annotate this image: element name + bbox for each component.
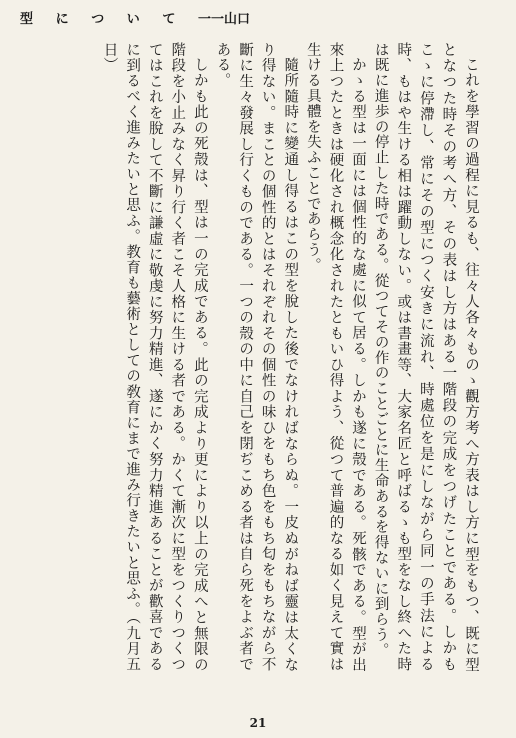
body-text xyxy=(12,42,482,672)
header-char-i: い xyxy=(126,12,140,27)
header-title: 型 xyxy=(20,12,34,27)
paragraph: しかも此の死殼は、型は一の完成である。此の完成より更により以上の完成へと無限の階段を小止みなく昇り行く者こそ人格に生ける者である。かくて漸次に型をつくりつくつてはこれを脫して不斷に謙虛に敬虔に努力精進、遂にかく努力精進あることが歡喜であるに到るべく進みたいと思ふ。教育も藝術としての敎育にまで進み行きたいと思ふ。（九月五日） xyxy=(101,42,208,672)
paragraph: これを學習の過程に見るも、往々人各々ものゝ觀方考へ方表はし方に型をもつ、既に型となつた時その考へ方、その表はし方はある一階段の完成をつげたことである。しかもこゝに停滯し、常にその型につく安きに流れ、時處位を是にしながら同一の手法による時、もはや生ける相は躍動しない。或は書畫等、大家名匠と呼ばるゝも型をなし終へた時は既に進歩の停止した時である。從つてその作のことごとに生命あるを得ないに到らう。 xyxy=(372,42,479,672)
header-char-tsu: つ xyxy=(91,12,105,27)
header-char-te: て xyxy=(162,12,176,27)
paragraph: 隨所隨時に變通し得るはこの型を脫した後でなければならぬ。一皮ぬがねば靈は太くなり得ない。まことの個性的とはそれぞれその個性の味ひをもち色をもち匂をもちながら不斷に生々發展し行くものである。一つの殼の中に自己を閉ぢこめる者は自ら死をよぶ者である。 xyxy=(214,42,299,672)
header-author: 一一山口 xyxy=(197,12,250,27)
paragraph: かゝる型は一面には個性的な處に似て居る。しかも遂に殼である。死骸である。型が出來上つたときは硬化され概念化されたともいひ得よう、從つて普遍的なる如く見えて實は生ける具體を失ふことであらう。 xyxy=(304,42,367,672)
running-header xyxy=(20,8,250,28)
page-number: 21 xyxy=(249,716,267,730)
header-char-ni: に xyxy=(55,12,69,27)
